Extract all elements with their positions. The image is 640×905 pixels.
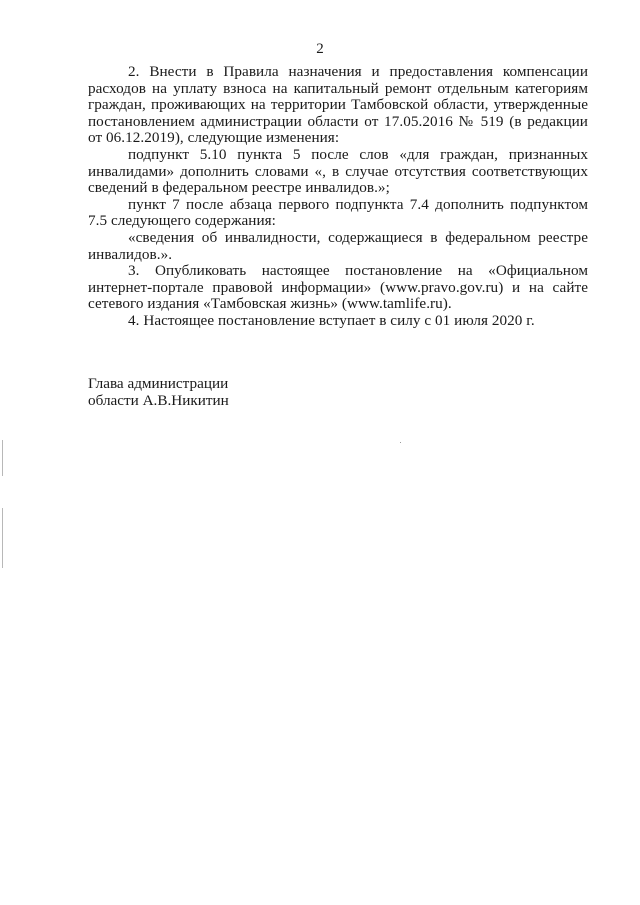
signature-position-line2: области А.В.Никитин [88,391,229,409]
paragraph-quote-disability-info: «сведения об инвалидности, содержащиеся в федеральном реестре инвалидов.». [88,228,588,263]
scan-edge-mark [2,440,3,476]
paragraph-subpoint-5-10: подпункт 5.10 пункта 5 после слов «для граждан, признанных инвалидами» дополнить словами «, в случае отсутствия соответствующих сведений в федеральном реестре инвалидов.»; [88,145,588,197]
signature-position-line1: Глава администрации [88,375,229,392]
paragraph-point-7: пункт 7 после абзаца первого подпункта 7.4 дополнить подпунктом 7.5 следующего содержания: [88,195,588,230]
scan-edge-mark [2,508,3,568]
paragraph-amendments-intro: 2. Внести в Правила назначения и предоставления компенсации расходов на уплату взноса на капитальный ремонт отдельным категориям граждан, проживающих на территории Тамбовской области, утвержденные постановлением администрации области от 17.05.2016 № 519 (в редакции от 06.12.2019), следующие изменения: [88,63,588,147]
scan-speck [400,442,401,443]
signature-block [88,376,229,409]
page-number: 2 [316,41,324,57]
paragraph-publication: 3. Опубликовать настоящее постановление на «Официальном интернет-портале правовой информации» (www.pravo.gov.ru) и на сайте сетевого издания «Тамбовская жизнь» (www.tamlife.ru). [88,262,588,313]
paragraph-effective-date: 4. Настоящее постановление вступает в силу с 01 июля 2020 г. [128,311,535,329]
document-body [88,64,588,330]
